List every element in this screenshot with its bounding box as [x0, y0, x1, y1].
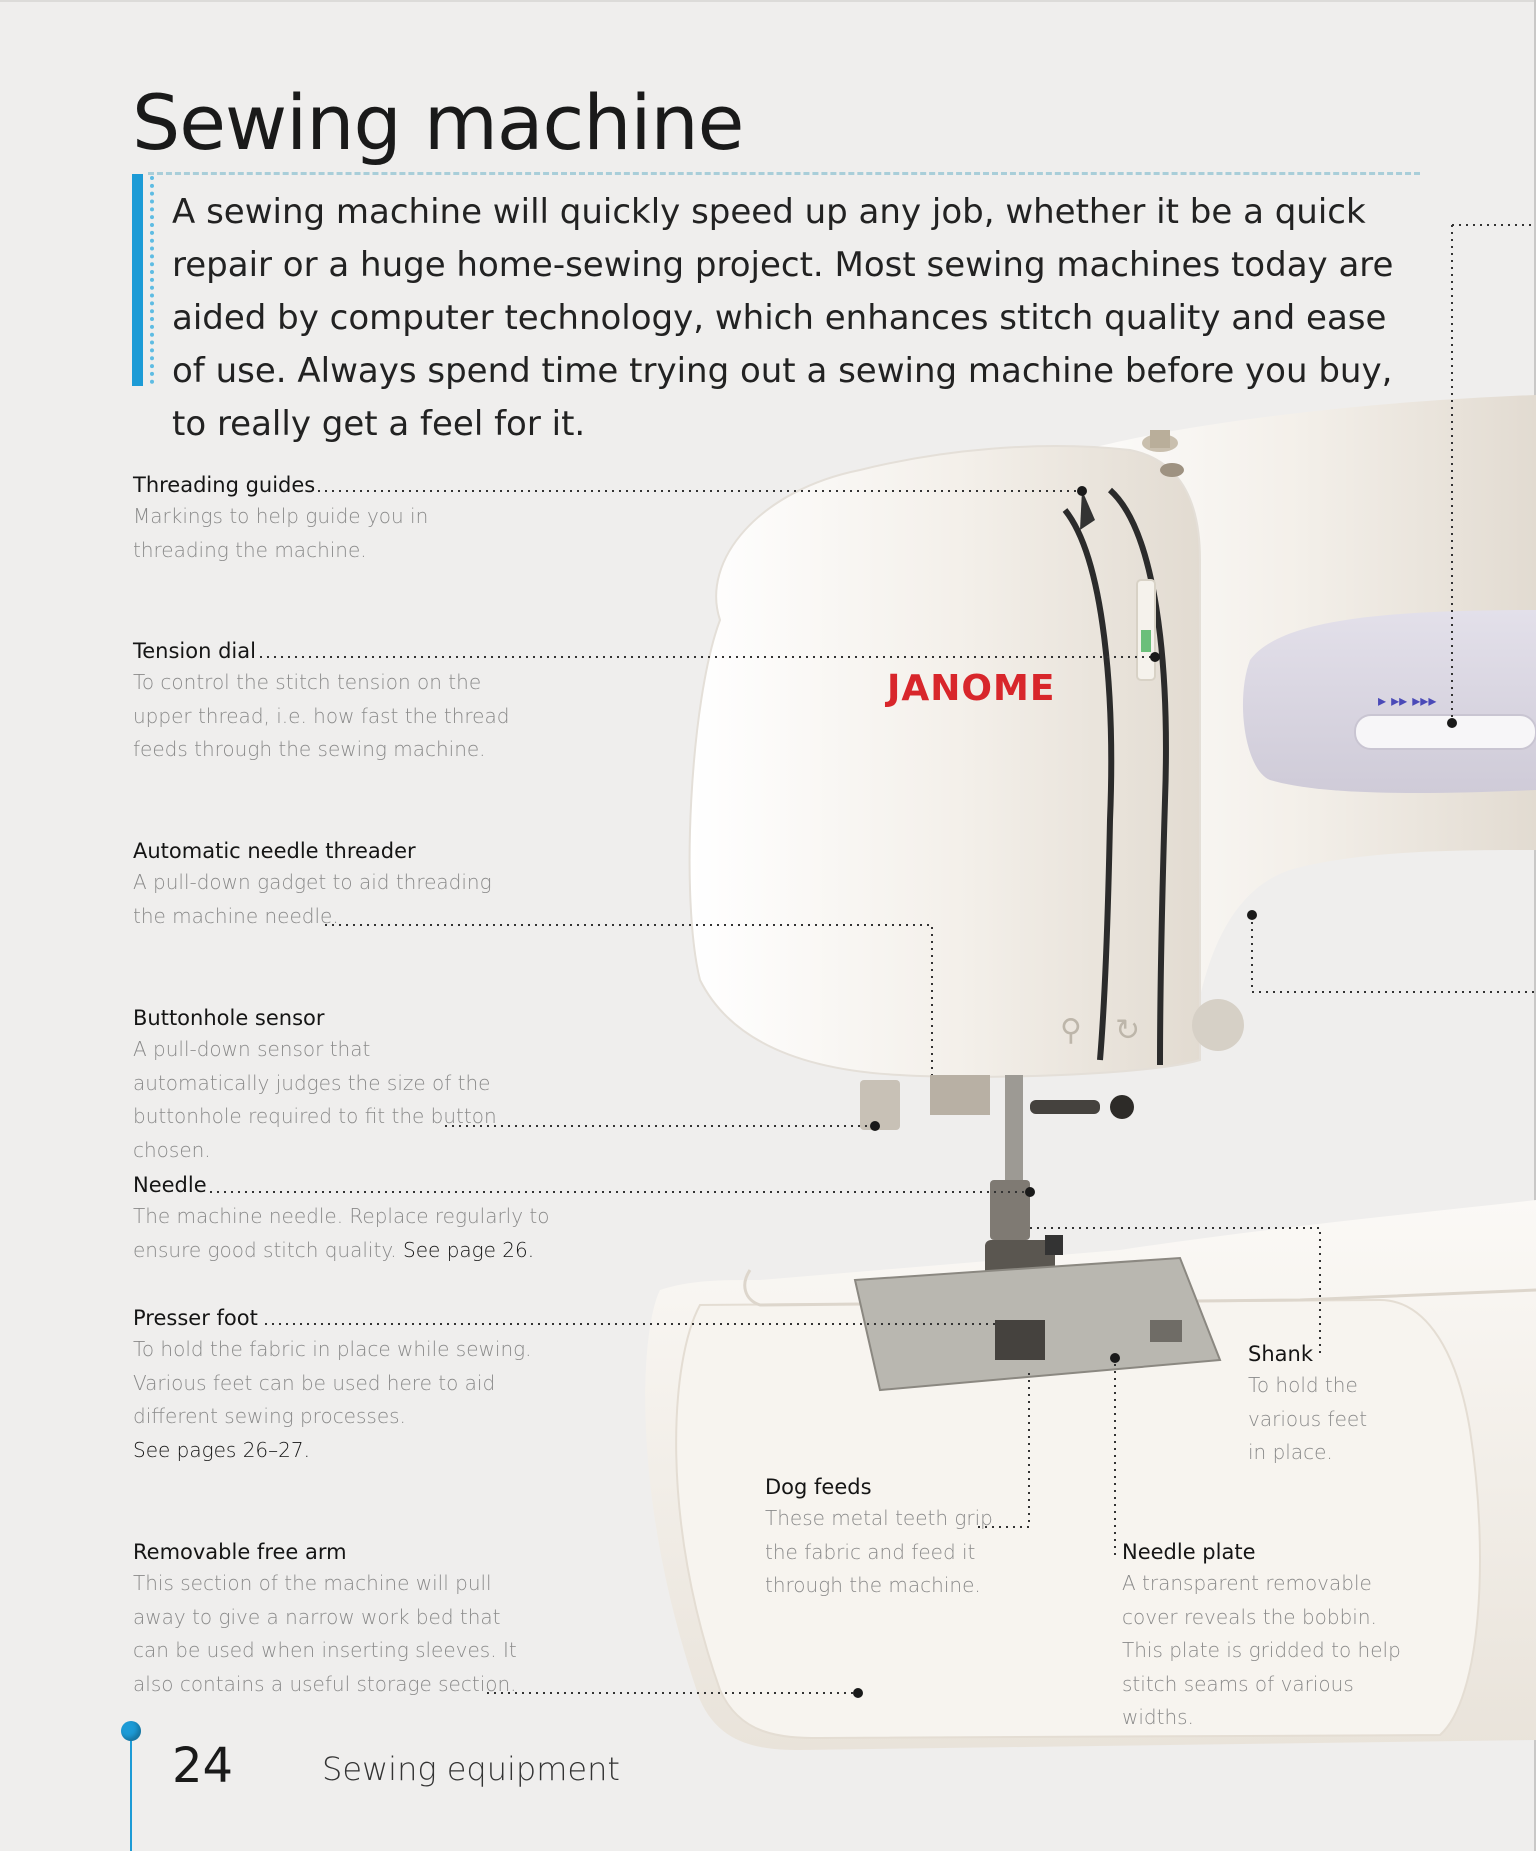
callout-description: A pull-down gadget to aid threading the machine needle.	[133, 870, 492, 928]
callout-heading: Presser foot	[133, 1306, 258, 1330]
callout-description	[133, 1200, 553, 1267]
pin-head-icon	[121, 1721, 141, 1741]
intro-accent-bar	[132, 174, 143, 386]
section-name: Sewing equipment	[322, 1750, 620, 1788]
callout-description: Markings to help guide you in threading the machine.	[133, 504, 429, 562]
callout-description: To hold the various feet in place.	[1248, 1373, 1368, 1464]
intro-accent-dots	[150, 176, 154, 384]
callout-heading: Buttonhole sensor	[133, 1006, 325, 1030]
speed-slider	[1355, 715, 1536, 749]
page-reference: See page 26.	[403, 1237, 535, 1262]
callout-heading: Removable free arm	[133, 1540, 347, 1564]
callout-needle-threader	[133, 836, 493, 933]
callout-description-text: The machine needle. Replace regularly to ensure good stitch quality.	[133, 1204, 550, 1262]
callout-description: A pull-down sensor that automatically judges the size of the buttonhole required to fit the button chosen.	[133, 1037, 497, 1162]
callout-free-arm	[133, 1537, 523, 1701]
machine-head	[690, 446, 1200, 1077]
callout-heading: Needle	[133, 1173, 207, 1197]
callout-needle	[133, 1170, 553, 1267]
callout-heading: Shank	[1248, 1342, 1313, 1366]
svg-text:▸ ▸▸ ▸▸▸: ▸ ▸▸ ▸▸▸	[1378, 691, 1437, 710]
page-reference: See pages 26–27.	[133, 1437, 310, 1462]
page-title: Sewing machine	[132, 78, 744, 167]
callout-heading: Dog feeds	[765, 1475, 872, 1499]
callout-needle-plate	[1122, 1537, 1422, 1735]
callout-description: These metal teeth grip the fabric and feed it through the machine.	[765, 1506, 993, 1597]
callout-heading: Threading guides	[133, 473, 316, 497]
callout-description: A transparent removable cover reveals the bobbin. This plate is gridded to help stitch seams of various widths.	[1122, 1571, 1401, 1729]
brand-label: JANOME	[887, 668, 1056, 709]
page-number: 24	[172, 1738, 234, 1794]
title-divider	[148, 172, 1420, 175]
callout-description: This section of the machine will pull away to give a narrow work bed that can be used when inserting sleeves. It also contains a useful storage section.	[133, 1571, 517, 1696]
intro-paragraph: A sewing machine will quickly speed up any job, whether it be a quick repair or a huge home-sewing project. Most sewing machines today are aided by computer technology, which enhances stitch quality and ease of use. Always spend time trying out a sewing machine before you buy, to really get a feel for it.	[172, 192, 1394, 444]
callout-heading: Needle plate	[1122, 1540, 1256, 1564]
callout-tension-dial	[133, 636, 513, 767]
callout-description: To hold the fabric in place while sewing. Various feet can be used here to aid different sewing processes.	[133, 1337, 532, 1428]
callout-shank	[1248, 1339, 1388, 1470]
pin-line	[130, 1733, 132, 1851]
svg-text:⚲: ⚲	[1060, 1013, 1082, 1048]
callout-dog-feeds	[765, 1472, 995, 1603]
callout-buttonhole-sensor	[133, 1003, 513, 1167]
callout-description: To control the stitch tension on the upper thread, i.e. how fast the thread feeds through the sewing machine.	[133, 670, 510, 761]
callout-threading-guides	[133, 470, 453, 567]
callout-presser-foot	[133, 1303, 533, 1467]
leader-start-stop	[1252, 915, 1536, 992]
svg-text:↻: ↻	[1115, 1013, 1141, 1048]
callout-heading: Tension dial	[133, 639, 256, 663]
callout-heading: Automatic needle threader	[133, 839, 416, 863]
